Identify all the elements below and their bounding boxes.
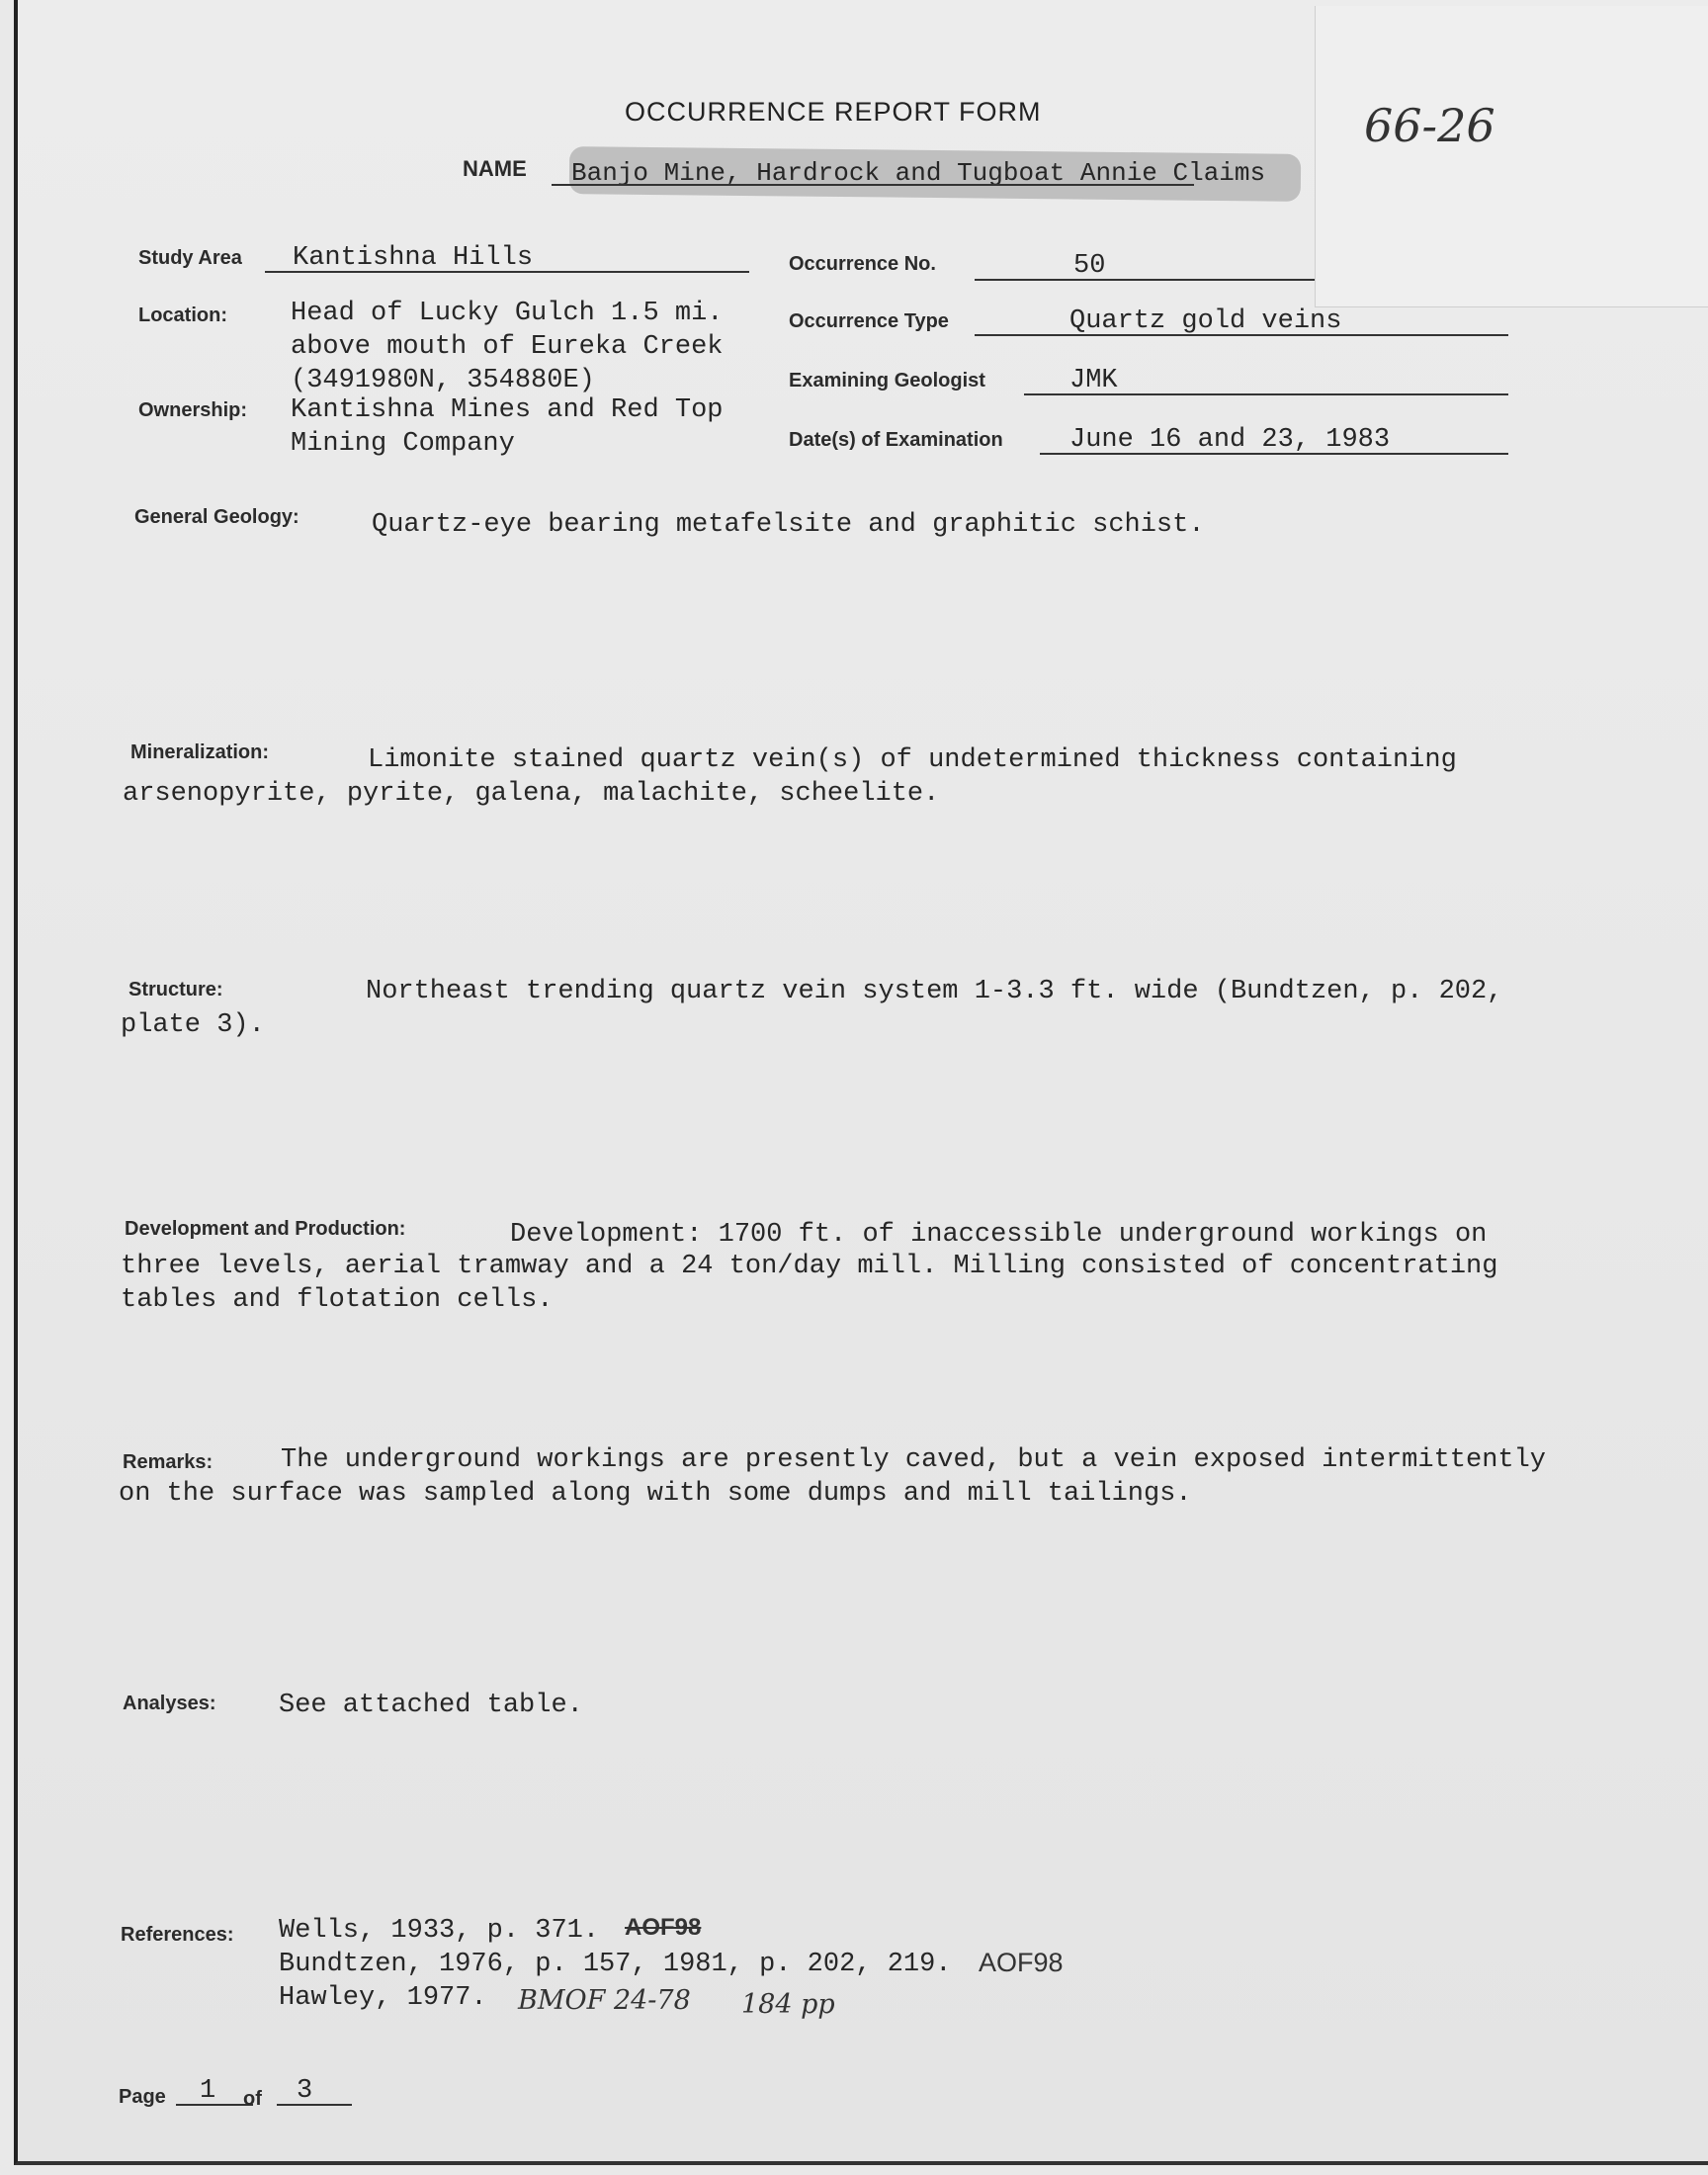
location-line-1: Head of Lucky Gulch 1.5 mi.	[291, 299, 724, 328]
mineralization-label: Mineralization:	[130, 741, 270, 763]
reference-wells-struck-note: AOF98	[625, 1914, 702, 1941]
report-page	[14, 0, 1708, 2165]
location-label: Location:	[138, 304, 227, 326]
reference-wells: Wells, 1933, p. 371.	[279, 1916, 600, 1946]
name-label: NAME	[463, 156, 527, 181]
occurrence-type-label: Occurrence Type	[789, 310, 949, 332]
occurrence-type-value: Quartz gold veins	[1069, 306, 1342, 336]
dates-label: Date(s) of Examination	[789, 429, 1003, 451]
reference-pages-note: 184 pp	[741, 1989, 835, 2020]
page-current-underline	[176, 2104, 253, 2106]
development-line-2: three levels, aerial tramway and a 24 ton/day mill. Milling consisted of concentrating	[121, 1252, 1498, 1281]
study-area-underline	[265, 271, 749, 273]
page-total: 3	[297, 2076, 313, 2106]
structure-label: Structure:	[128, 979, 223, 1000]
examining-geologist-value: JMK	[1069, 366, 1118, 395]
analyses-text: See attached table.	[279, 1691, 583, 1720]
mineralization-line-1: Limonite stained quartz vein(s) of undetermined thickness containing	[368, 745, 1457, 775]
reference-bundtzen: Bundtzen, 1976, p. 157, 1981, p. 202, 219.	[279, 1950, 952, 1979]
name-underline	[552, 184, 1194, 186]
dates-value: June 16 and 23, 1983	[1069, 425, 1391, 455]
study-area-label: Study Area	[138, 247, 242, 269]
file-number-handwritten: 66-26	[1364, 99, 1495, 152]
page-label: Page	[119, 2086, 166, 2108]
reference-hawley-note: BMOF 24-78	[518, 1985, 691, 2016]
occurrence-no-underline	[975, 279, 1315, 281]
reference-bundtzen-note: AOF98	[979, 1948, 1064, 1977]
examining-geologist-underline	[1024, 393, 1508, 395]
development-line-1: Development: 1700 ft. of inaccessible underground workings on	[510, 1220, 1488, 1250]
structure-line-2: plate 3).	[121, 1010, 265, 1040]
page-current: 1	[200, 2076, 216, 2106]
analyses-label: Analyses:	[123, 1693, 216, 1714]
occurrence-no-value: 50	[1073, 251, 1106, 281]
dates-underline	[1040, 453, 1508, 455]
form-title: OCCURRENCE REPORT FORM	[625, 97, 1042, 127]
general-geology-label: General Geology:	[134, 506, 299, 528]
name-value: Banjo Mine, Hardrock and Tugboat Annie Claims	[571, 158, 1266, 188]
reference-hawley: Hawley, 1977.	[279, 1983, 487, 2013]
occurrence-type-underline	[975, 334, 1508, 336]
page-total-underline	[277, 2104, 352, 2106]
page-of-label: of	[243, 2088, 262, 2110]
mineralization-line-2: arsenopyrite, pyrite, galena, malachite, scheelite.	[123, 779, 940, 809]
location-line-3: (3491980N, 354880E)	[291, 366, 595, 395]
examining-geologist-label: Examining Geologist	[789, 370, 985, 392]
remarks-line-1: The underground workings are presently caved, but a vein exposed intermittently	[281, 1445, 1547, 1475]
location-line-2: above mouth of Eureka Creek	[291, 332, 724, 362]
development-line-3: tables and flotation cells.	[121, 1285, 554, 1315]
ownership-label: Ownership:	[138, 399, 248, 421]
remarks-label: Remarks:	[123, 1451, 214, 1473]
occurrence-no-label: Occurrence No.	[789, 253, 936, 275]
ownership-line-1: Kantishna Mines and Red Top	[291, 395, 724, 425]
development-label: Development and Production:	[125, 1218, 406, 1240]
structure-line-1: Northeast trending quartz vein system 1-3.3 ft. wide (Bundtzen, p. 202,	[366, 977, 1503, 1006]
attached-note-slip	[1315, 6, 1708, 307]
general-geology-text: Quartz-eye bearing metafelsite and graphitic schist.	[372, 510, 1205, 540]
remarks-line-2: on the surface was sampled along with some dumps and mill tailings.	[119, 1479, 1192, 1509]
study-area-value: Kantishna Hills	[293, 243, 534, 273]
ownership-line-2: Mining Company	[291, 429, 515, 459]
references-label: References:	[121, 1924, 234, 1946]
